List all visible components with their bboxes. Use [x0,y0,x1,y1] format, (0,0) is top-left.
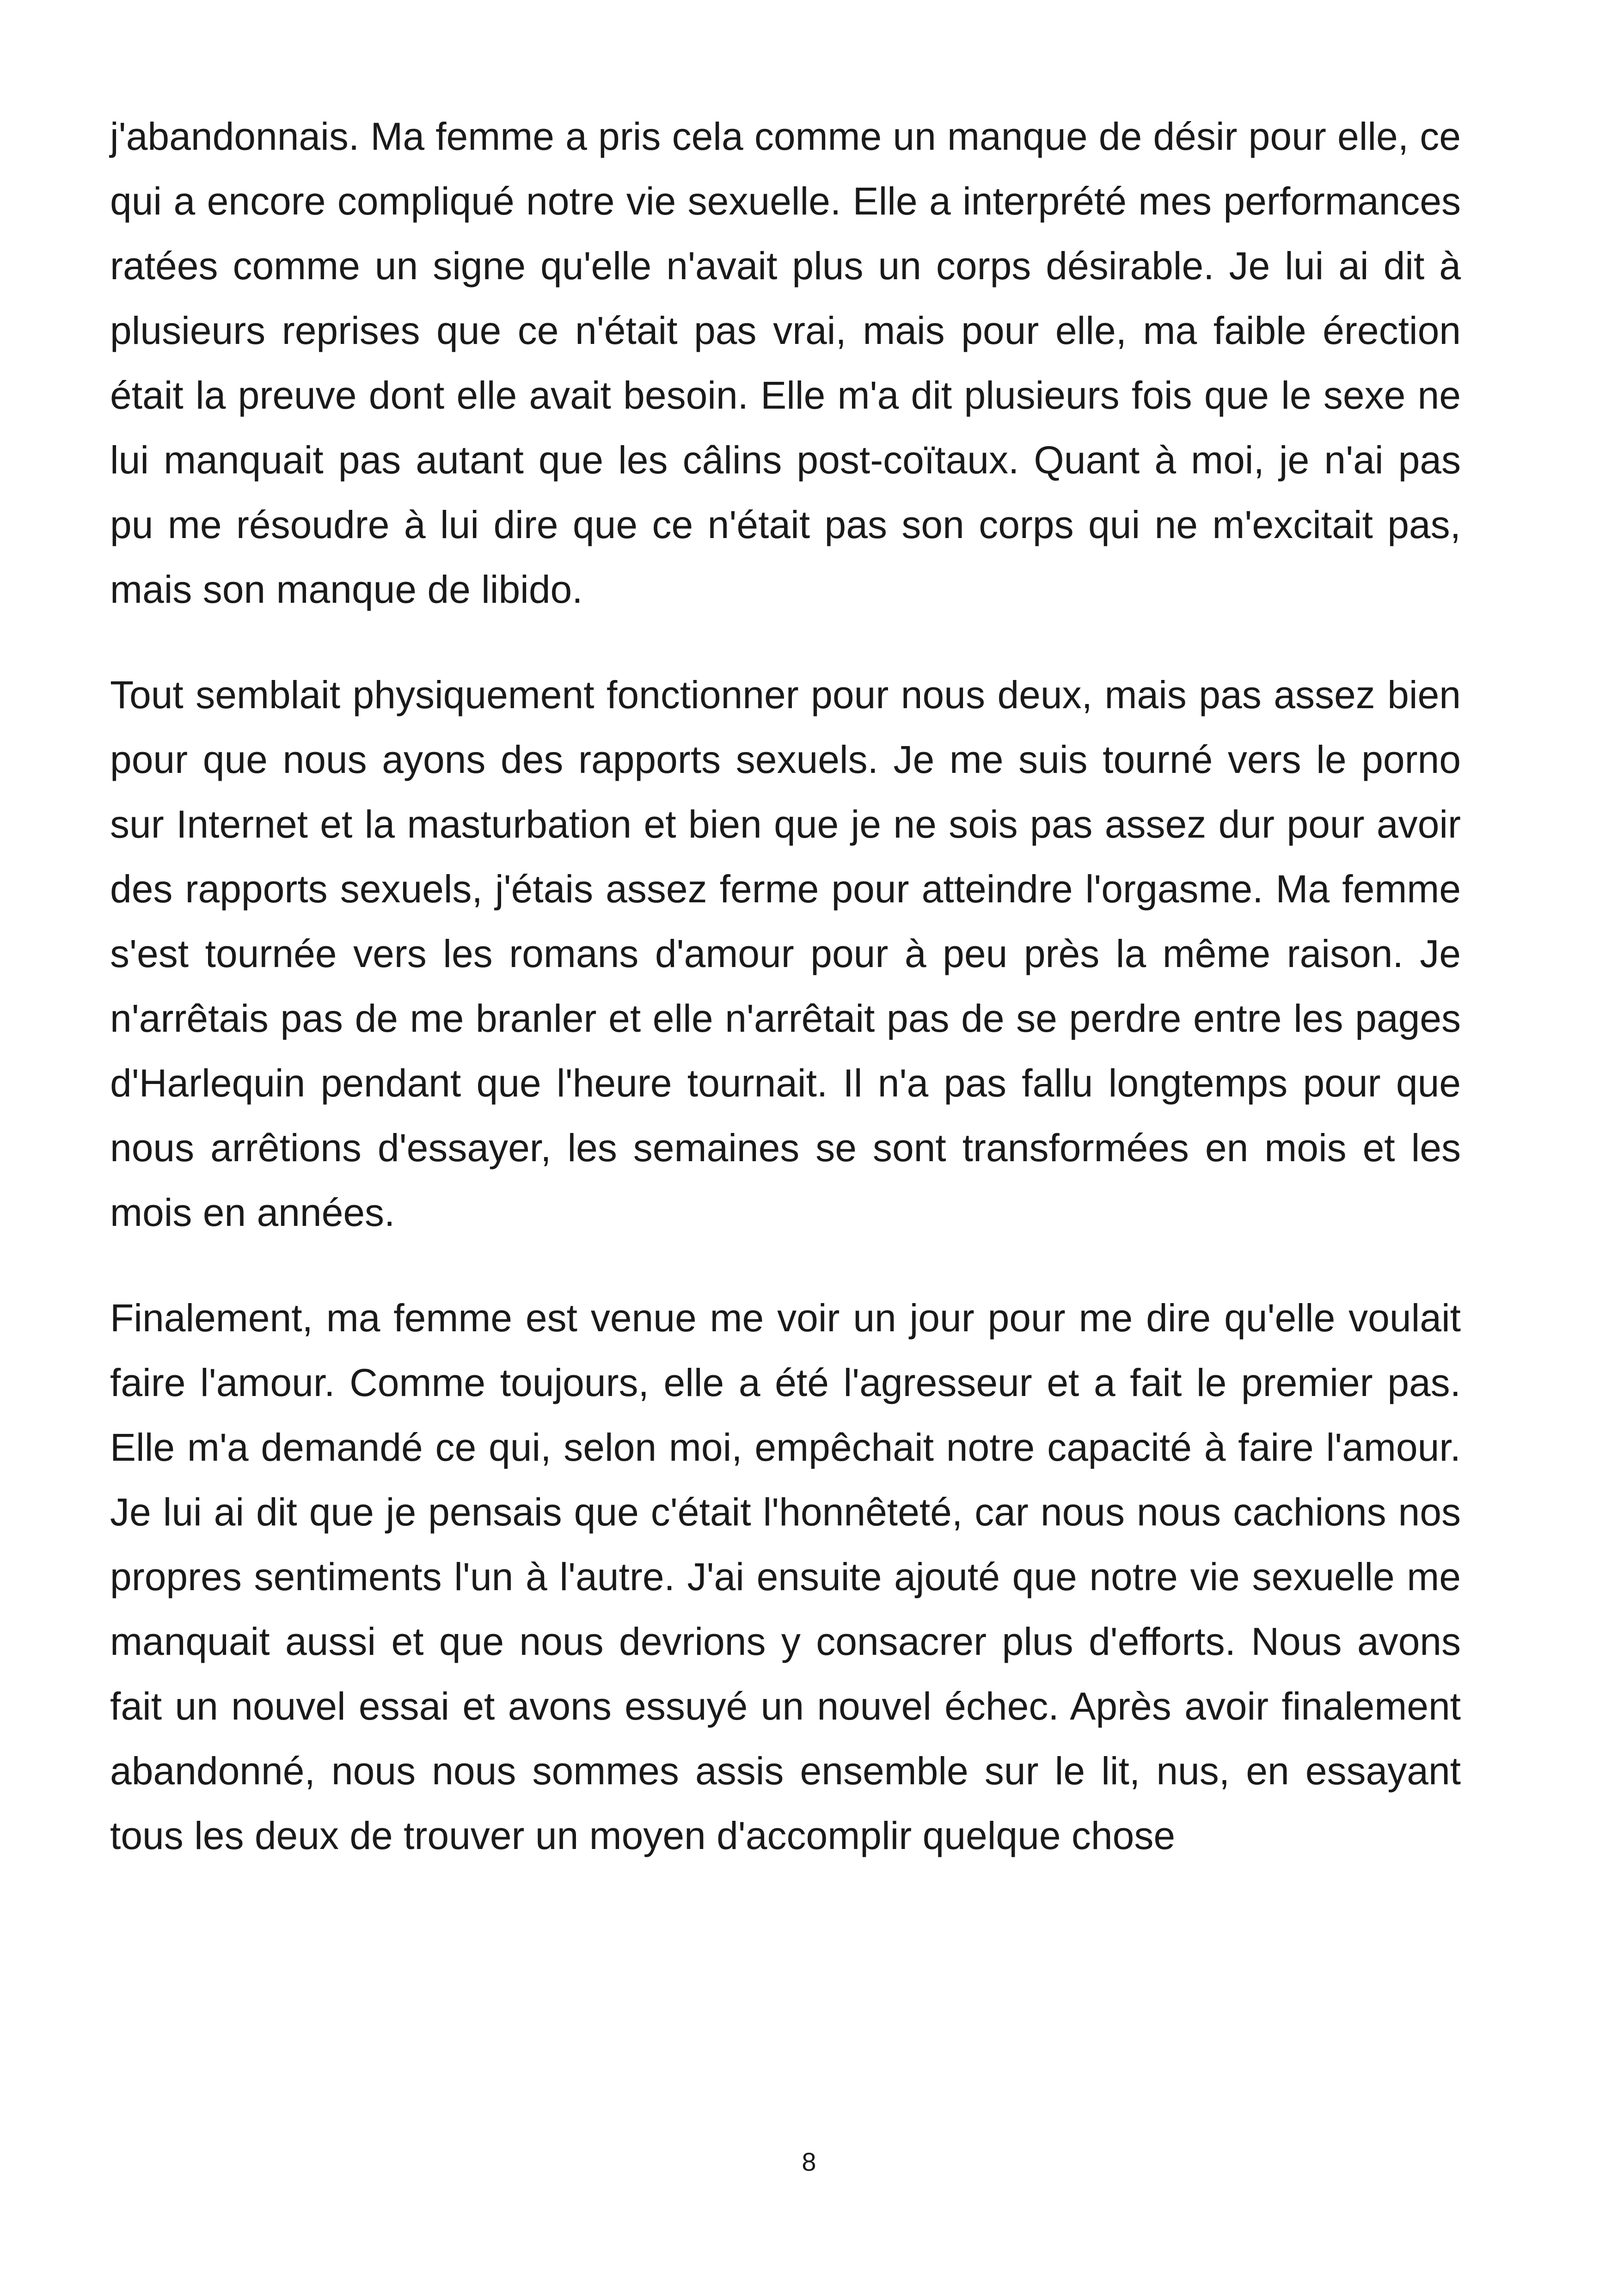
paragraph-3: Finalement, ma femme est venue me voir un jour pour me dire qu'elle voulait faire l'amour. Comme toujours, elle a été l'agresseur et a fait le premier pas. Elle m'a demandé ce qui, selon moi, empêchait notre capacité à faire l'amour. Je lui ai dit que je pensais que c'était l'honnêteté, car nous nous cachions nos propres sentiments l'un à l'autre. J'ai ensuite ajouté que notre vie sexuelle me manquait aussi et que nous devrions y consacrer plus d'efforts. Nous avons fait un nouvel essai et avons essuyé un nouvel échec. Après avoir finalement abandonné, nous nous sommes assis ensemble sur le lit, nus, en essayant tous les deux de trouver un moyen d'accomplir quelque chose [110,1296,1461,1857]
body-text [110,104,1461,1868]
page-number: 8 [802,2147,816,2176]
paragraph-1: j'abandonnais. Ma femme a pris cela comme un manque de désir pour elle, ce qui a encore compliqué notre vie sexuelle. Elle a interprété mes performances ratées comme un signe qu'elle n'avait plus un corps désirable. Je lui ai dit à plusieurs reprises que ce n'était pas vrai, mais pour elle, ma faible érection était la preuve dont elle avait besoin. Elle m'a dit plusieurs fois que le sexe ne lui manquait pas autant que les câlins post-coïtaux. Quant à moi, je n'ai pas pu me résoudre à lui dire que ce n'était pas son corps qui ne m'excitait pas, mais son manque de libido. [110,115,1461,611]
paragraph-2: Tout semblait physiquement fonctionner pour nous deux, mais pas assez bien pour que nous ayons des rapports sexuels. Je me suis tourné vers le porno sur Internet et la masturbation et bien que je ne sois pas assez dur pour avoir des rapports sexuels, j'étais assez ferme pour atteindre l'orgasme. Ma femme s'est tournée vers les romans d'amour pour à peu près la même raison. Je n'arrêtais pas de me branler et elle n'arrêtait pas de se perdre entre les pages d'Harlequin pendant que l'heure tournait. Il n'a pas fallu longtemps pour que nous arrêtions d'essayer, les semaines se sont transformées en mois et les mois en années. [110,673,1461,1234]
